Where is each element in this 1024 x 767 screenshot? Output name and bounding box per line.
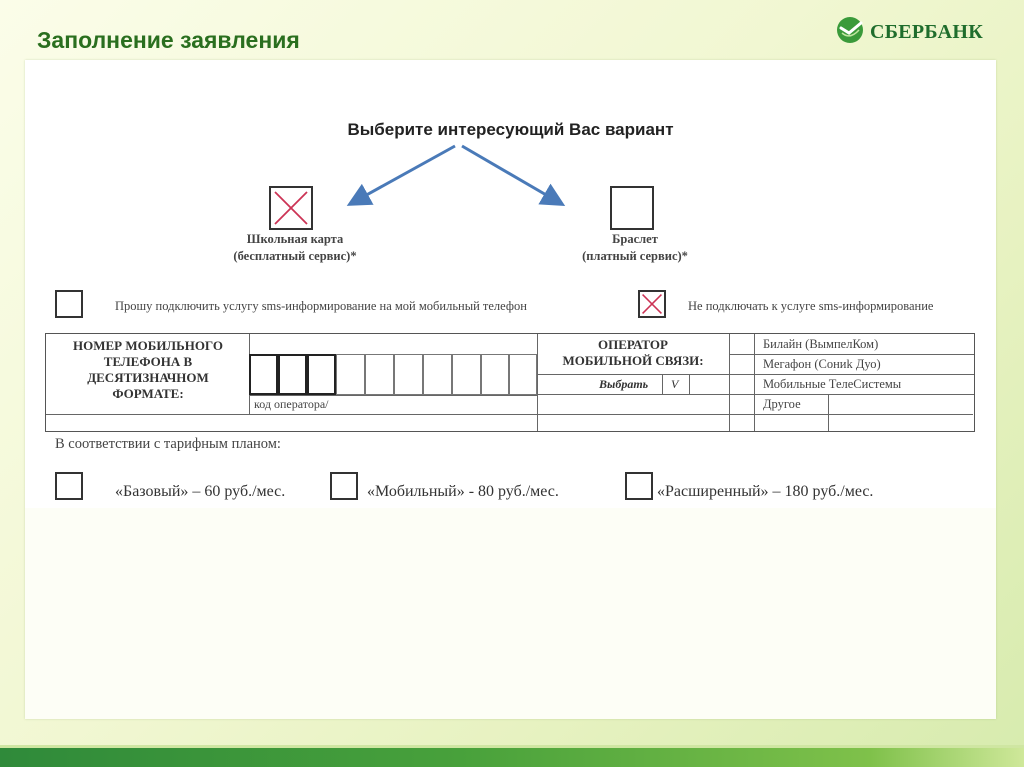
bracelet-label xyxy=(565,231,705,265)
phone-digit-box[interactable] xyxy=(452,354,481,395)
phone-operator-table xyxy=(45,333,975,432)
table-divider xyxy=(662,374,663,394)
table-divider xyxy=(729,374,974,375)
plan-mobile-label: «Мобильный» - 80 руб./мес. xyxy=(367,483,559,500)
phone-header-line: ФОРМАТЕ: xyxy=(112,386,184,401)
sberbank-logo-icon xyxy=(836,16,864,49)
operator-code-label: код оператора/ xyxy=(254,397,329,411)
table-divider xyxy=(828,394,829,431)
table-divider xyxy=(729,334,730,431)
scanned-form xyxy=(25,60,996,508)
plan-basic-label: «Базовый» – 60 руб./мес. xyxy=(115,483,286,500)
sms-decline-label: Не подключать к услуге sms-информирование xyxy=(688,299,934,313)
operator-header-line: ОПЕРАТОР xyxy=(598,337,668,352)
phone-digit-box[interactable] xyxy=(249,354,278,395)
phone-digit-box[interactable] xyxy=(423,354,452,395)
plan-extended-label: «Расширенный» – 180 руб./мес. xyxy=(657,483,874,500)
table-divider xyxy=(249,395,537,396)
table-divider xyxy=(537,394,729,395)
bracelet-note: (платный сервис)* xyxy=(582,249,688,263)
phone-header-line: ТЕЛЕФОНА В xyxy=(103,354,193,369)
phone-digit-box[interactable] xyxy=(336,354,365,395)
logo-text: СБЕРБАНК xyxy=(870,21,984,43)
school-card-note: (бесплатный сервис)* xyxy=(233,249,357,263)
operator-header xyxy=(537,337,729,369)
footer-band xyxy=(0,748,1024,767)
sms-connect-label: Прошу подключить услугу sms-информирование на мой мобильный телефон xyxy=(115,299,527,313)
carrier-other[interactable]: Другое xyxy=(763,397,801,411)
phone-digit-box[interactable] xyxy=(365,354,394,395)
school-card-checkbox[interactable] xyxy=(269,186,313,230)
select-label: Выбрать xyxy=(599,377,649,391)
sms-decline-checkbox[interactable] xyxy=(638,290,666,318)
plan-extended-checkbox[interactable] xyxy=(625,472,653,500)
carrier-mts[interactable]: Мобильные ТелеСистемы xyxy=(763,377,902,391)
arrow-left xyxy=(352,146,455,203)
select-mark: V xyxy=(671,377,679,391)
table-divider xyxy=(689,374,690,394)
slide-title: Заполнение заявления xyxy=(37,27,300,53)
sms-connect-checkbox[interactable] xyxy=(55,290,83,318)
table-divider xyxy=(46,414,973,415)
carrier-megafon[interactable]: Мегафон (Сониk Дуо) xyxy=(763,357,881,371)
instruction-text: Выберите интересующий Вас вариант xyxy=(347,120,674,139)
plan-mobile-checkbox[interactable] xyxy=(330,472,358,500)
school-card-label xyxy=(220,231,370,265)
phone-digit-box[interactable] xyxy=(394,354,423,395)
phone-digit-box[interactable] xyxy=(307,354,336,395)
school-card-title: Школьная карта xyxy=(246,232,344,246)
phone-digit-box[interactable] xyxy=(509,354,537,395)
arrow-right xyxy=(462,146,560,203)
phone-digit-box[interactable] xyxy=(278,354,307,395)
bracelet-title: Браслет xyxy=(612,232,658,246)
carrier-beeline[interactable]: Билайн (ВымпелКом) xyxy=(763,337,879,351)
pointer-arrows xyxy=(25,60,996,220)
content-panel xyxy=(25,60,996,719)
table-divider xyxy=(537,374,729,375)
sberbank-logo xyxy=(836,16,983,49)
table-divider xyxy=(729,394,974,395)
tariff-caption: В соответствии с тарифным планом: xyxy=(55,436,281,452)
operator-header-line: МОБИЛЬНОЙ СВЯЗИ: xyxy=(562,353,704,368)
table-divider xyxy=(729,354,974,355)
plan-basic-checkbox[interactable] xyxy=(55,472,83,500)
bracelet-checkbox[interactable] xyxy=(610,186,654,230)
phone-digit-box[interactable] xyxy=(481,354,509,395)
phone-header-line: НОМЕР МОБИЛЬНОГО xyxy=(72,338,223,353)
table-divider xyxy=(754,334,755,431)
phone-number-header xyxy=(50,338,246,402)
phone-header-line: ДЕСЯТИЗНАЧНОМ xyxy=(87,370,209,385)
